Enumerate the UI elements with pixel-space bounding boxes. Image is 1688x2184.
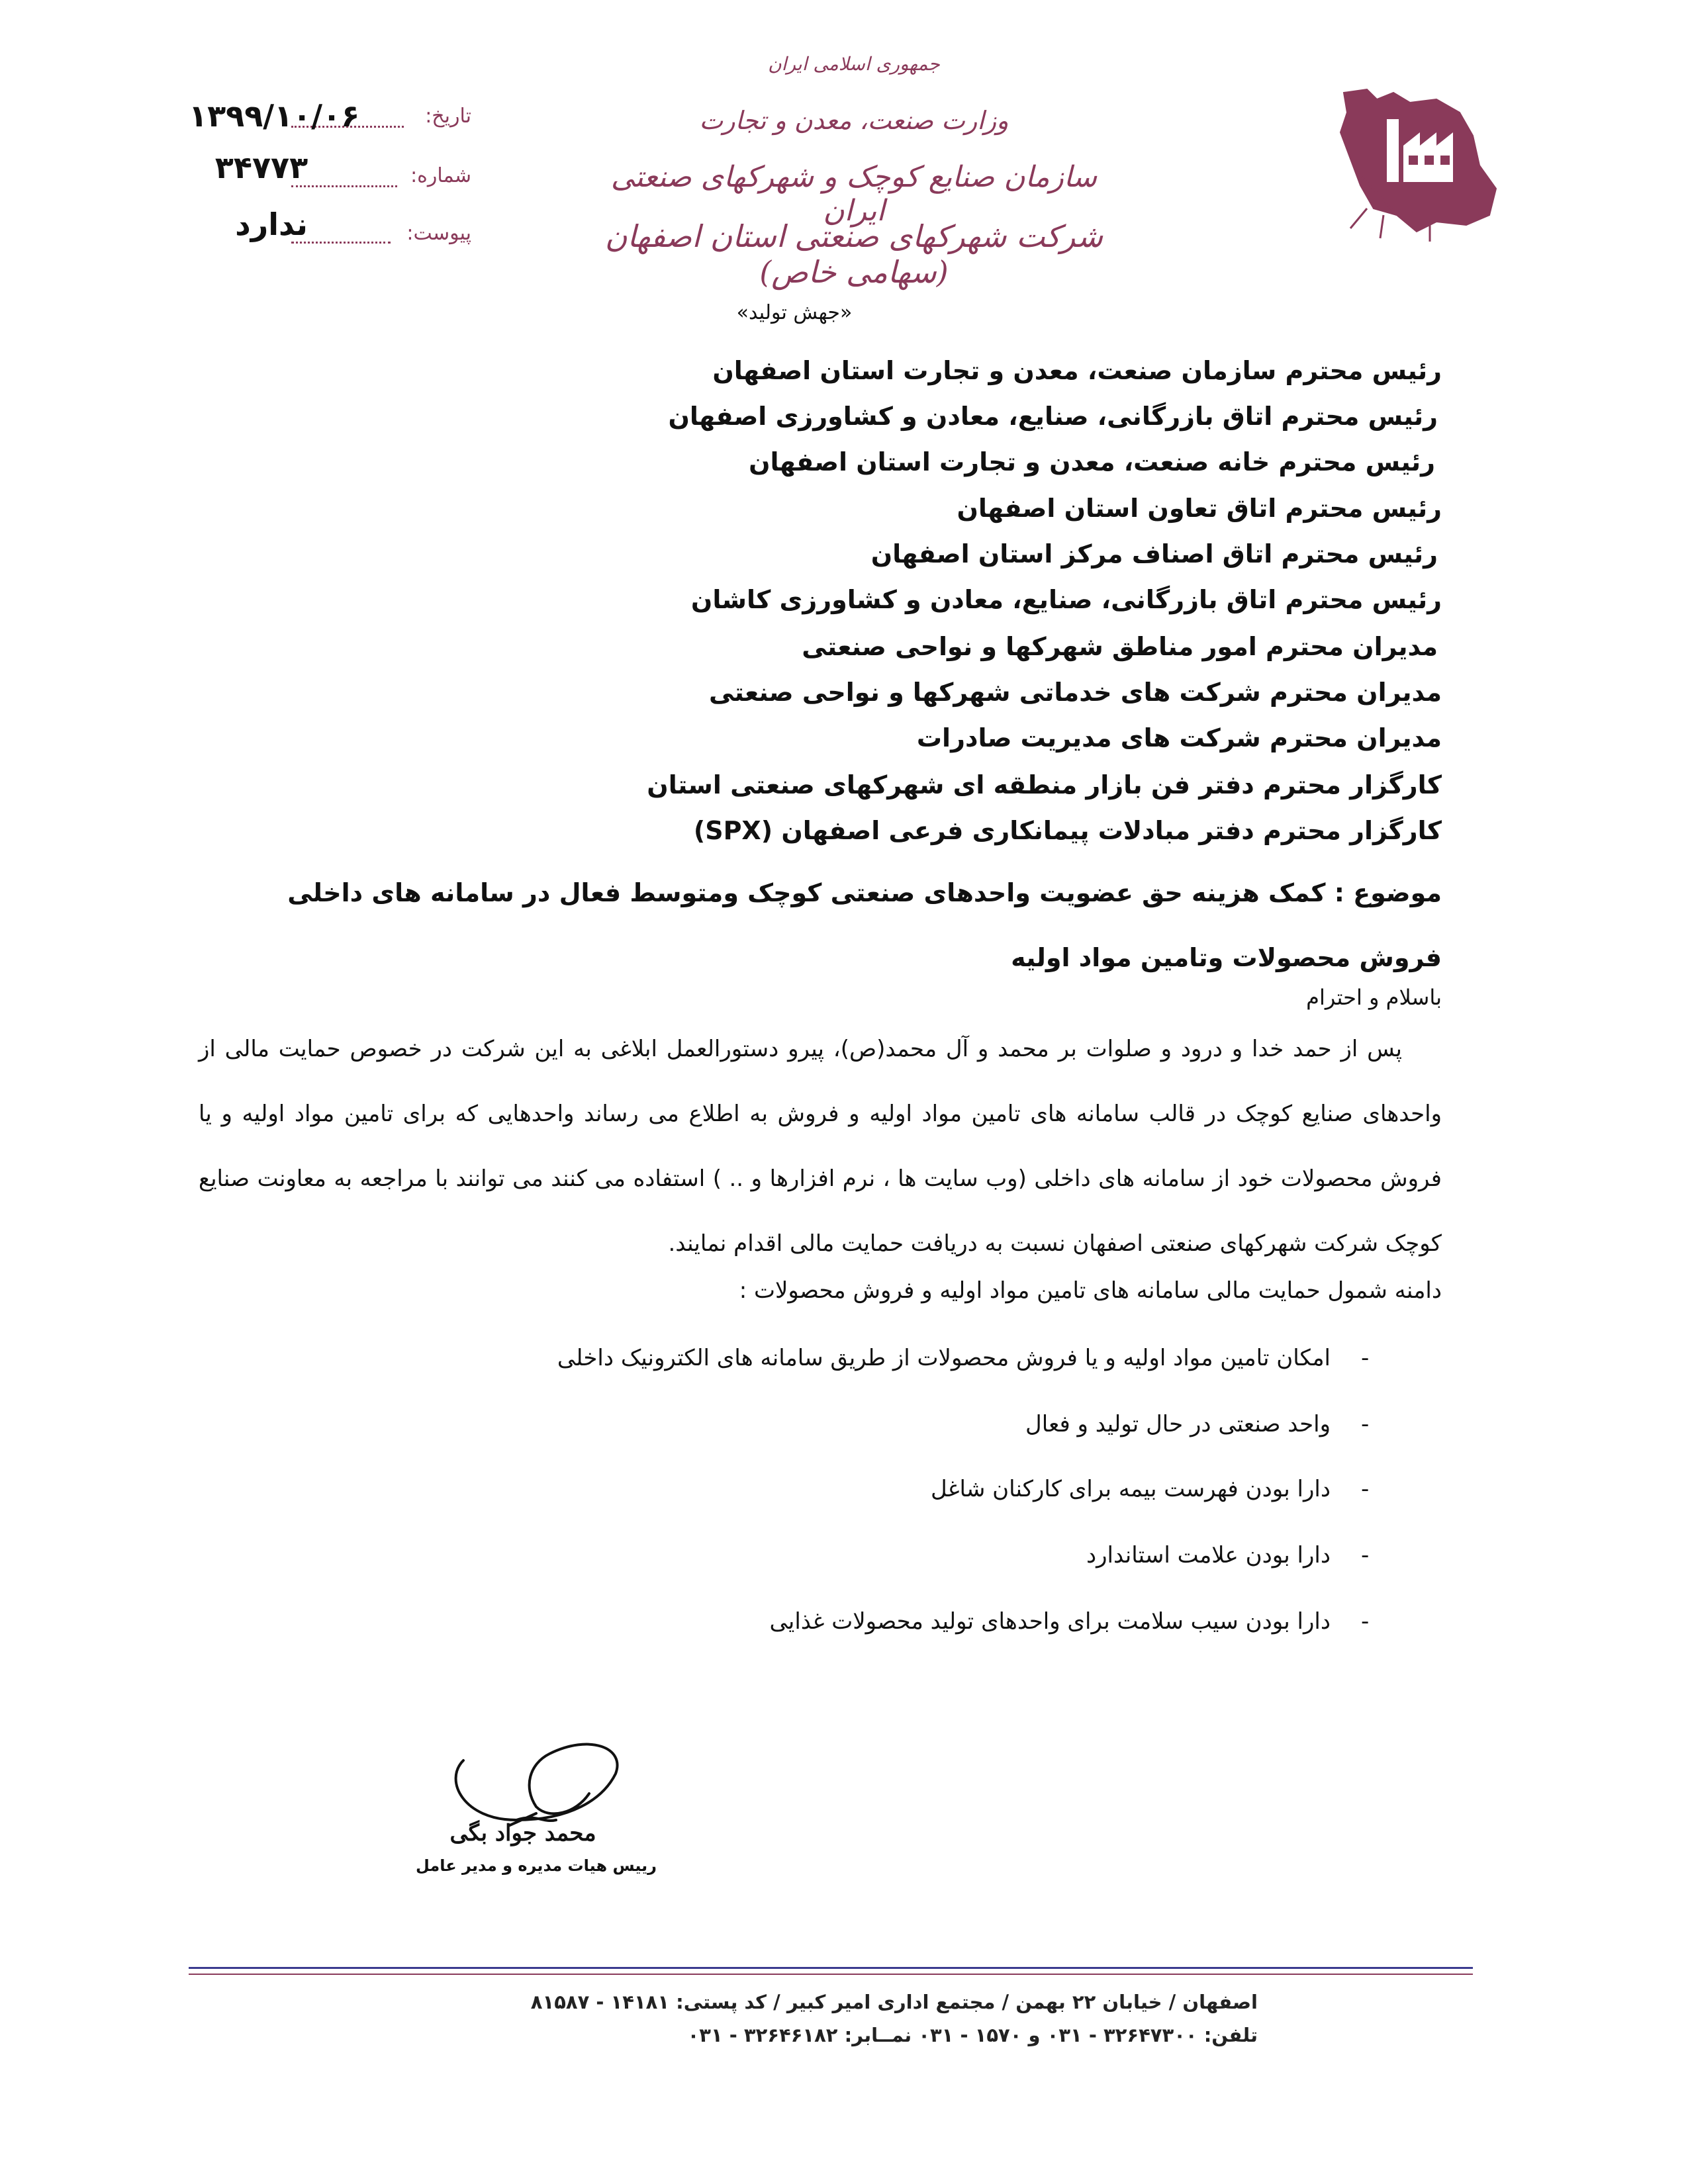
list-item: امکان تامین مواد اولیه و یا فروش محصولات از طریق سامانه های الکترونیک داخلی — [557, 1345, 1331, 1371]
footer-divider-secondary — [189, 1974, 1473, 1975]
signer-title: رییس هیات مدیره و مدیر عامل — [416, 1856, 657, 1875]
number-dots — [291, 185, 397, 187]
company-logo — [1331, 73, 1503, 245]
org-line-ministry: وزارت صنعت، معدن و تجارت — [699, 106, 1009, 135]
footer-divider — [189, 1967, 1473, 1969]
addressee-item: رئیس محترم اتاق اصناف مرکز استان اصفهان — [870, 539, 1438, 569]
date-label: تاریخ: — [425, 105, 471, 128]
signature-block — [410, 1721, 688, 1893]
number-value: ۳۴۷۷۳ — [214, 150, 308, 185]
list-item: دارا بودن فهرست بیمه برای کارکنان شاغل — [931, 1476, 1331, 1502]
org-line-company: شرکت شهرکهای صنعتی استان اصفهان (سهامی خاص) — [604, 218, 1103, 290]
list-item: دارا بودن علامت استاندارد — [1086, 1542, 1331, 1569]
addressee-item: رئیس محترم اتاق بازرگانی، صنایع، معادن و کشاورزی اصفهان — [668, 402, 1438, 431]
addressee-item: کارگزار محترم دفتر مبادلات پیمانکاری فرعی اصفهان (SPX) — [693, 816, 1442, 845]
addressee-item: کارگزار محترم دفتر فن بازار منطقه ای شهرکهای صنعتی استان — [647, 770, 1442, 799]
addressee-item: رئیس محترم اتاق بازرگانی، صنایع، معادن و کشاورزی کاشان — [690, 585, 1442, 614]
addressee-item: مدیران محترم شرکت های خدماتی شهرکها و نواحی صنعتی — [709, 678, 1442, 707]
list-item: واحد صنعتی در حال تولید و فعال — [1025, 1411, 1331, 1437]
addressee-item: رئیس محترم سازمان صنعت، معدن و تجارت استان اصفهان — [712, 356, 1442, 385]
addressee-item: مدیران محترم امور مناطق شهرکها و نواحی صنعتی — [802, 632, 1438, 661]
org-line-organization: سازمان صنایع کوچک و شهرکهای صنعتی ایران — [610, 160, 1098, 228]
addressee-item: رئیس محترم اتاق تعاون استان اصفهان — [957, 494, 1442, 523]
footer-phone: تلفن: ۳۲۶۴۷۳۰۰ - ۰۳۱ و ۱۵۷۰ - ۰۳۱ نمــابر: ۳۲۶۴۶۱۸۲ - ۰۳۱ — [687, 2024, 1258, 2046]
bullet-marker: - — [1361, 1345, 1370, 1371]
date-value: ۱۳۹۹/۱۰/۰۶ — [189, 98, 360, 134]
org-line-republic: جمهوری اسلامی ایران — [768, 53, 940, 75]
footer-address: اصفهان / خیابان ۲۲ بهمن / مجتمع اداری امیر کبیر / کد پستی: ۱۴۱۸۱ - ۸۱۵۸۷ — [530, 1991, 1258, 2013]
bullet-marker: - — [1361, 1476, 1370, 1502]
slogan: «جهش تولید» — [736, 301, 853, 324]
handwritten-signature — [437, 1721, 635, 1833]
bullet-marker: - — [1361, 1608, 1370, 1635]
subject-line: موضوع : کمک هزینه حق عضویت واحدهای صنعتی کوچک ومتوسط فعال در سامانه های داخلی فروش محصولات وتامین مواد اولیه — [287, 878, 1442, 972]
number-label: شماره: — [410, 164, 471, 187]
body-paragraph: پس از حمد خدا و درود و صلوات بر محمد و آل محمد(ص)، پیرو دستورالعمل ابلاغی به این شرکت در خصوص حمایت مالی از واحدهای صنایع کوچک در قالب سامانه های تامین مواد اولیه و فروش به اطلاع می رساند واحدهایی که برای تامین مواد اولیه و یا فروش محصولات خود از سامانه های داخلی (وب سایت ها ، نرم افزارها و .. ) استفاده می کنند می توانند با مراجعه به معاونت صنایع کوچک شرکت شهرکهای صنعتی اصفهان نسبت به دریافت حمایت مالی اقدام نمایند. — [199, 1036, 1442, 1257]
scope-title: دامنه شمول حمایت مالی سامانه های تامین مواد اولیه و فروش محصولات : — [739, 1277, 1442, 1304]
signer-name: محمد جواد بگی — [449, 1820, 596, 1846]
list-item: دارا بودن سیب سلامت برای واحدهای تولید محصولات غذایی — [769, 1608, 1331, 1635]
addressee-item: رئیس محترم خانه صنعت، معدن و تجارت استان اصفهان — [749, 447, 1435, 477]
greeting: باسلام و احترام — [1306, 985, 1442, 1010]
iran-map-factory-icon — [1331, 73, 1503, 245]
addressee-item: مدیران محترم شرکت های مدیریت صادرات — [916, 723, 1442, 752]
organization-header — [604, 53, 1103, 290]
bullet-marker: - — [1361, 1411, 1370, 1437]
bullet-marker: - — [1361, 1542, 1370, 1569]
attachment-value: ندارد — [235, 206, 308, 242]
attachment-label: پیوست: — [406, 222, 471, 245]
